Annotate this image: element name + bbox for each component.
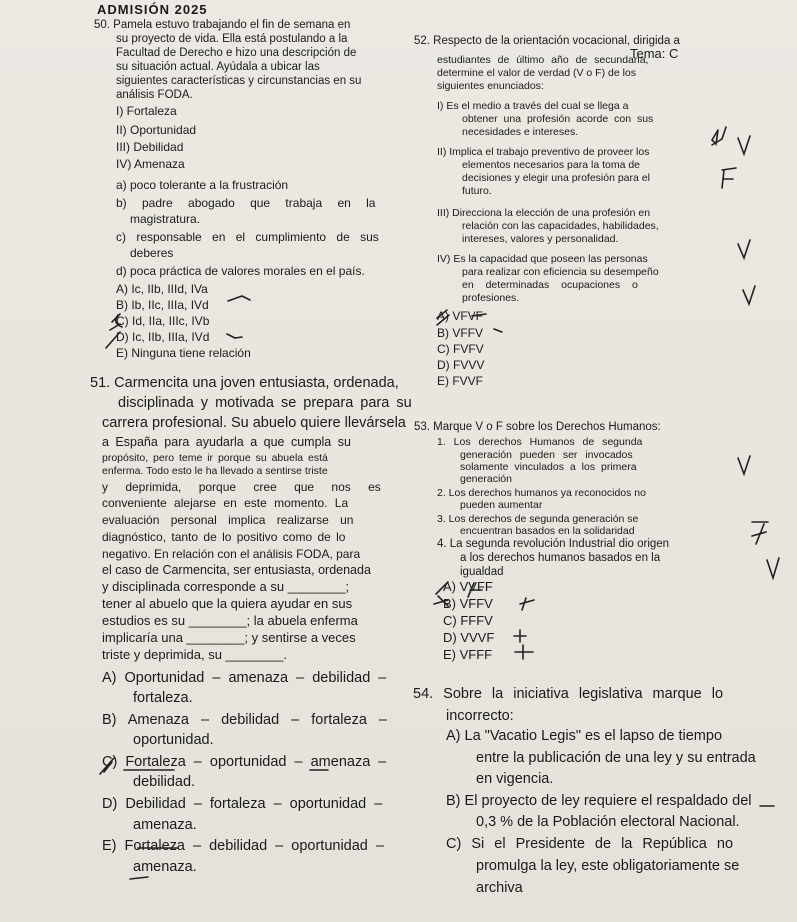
q50-option[interactable]: B) Ib, IIc, IIIa, IVd bbox=[116, 298, 209, 312]
q51-line: disciplinada y motivada se prepara para su bbox=[118, 395, 412, 411]
q51-option[interactable]: D) Debilidad – fortaleza – oportunidad – bbox=[102, 796, 383, 812]
q51-line: negativo. En relación con el análisis FODA, para bbox=[102, 547, 361, 561]
q50-line: siguientes características y circunstancias en su bbox=[116, 75, 362, 87]
q50-line: Facultad de Derecho e hizo una descripción de bbox=[116, 47, 357, 59]
q52-option[interactable]: B) VFFV bbox=[437, 326, 484, 340]
q51-line: carrera profesional. Su abuelo quiere llevársela bbox=[102, 415, 406, 431]
vf-mark bbox=[520, 598, 534, 610]
q50-option[interactable]: E) Ninguna tiene relación bbox=[116, 346, 251, 360]
q50-line: I) Fortaleza bbox=[116, 104, 177, 118]
q52-line: determine el valor de verdad (V o F) de los bbox=[437, 67, 637, 79]
q54-option[interactable]: A) La "Vacatio Legis" es el lapso de tiempo bbox=[446, 728, 723, 744]
vf-mark bbox=[743, 286, 755, 304]
q51-line: triste y deprimida, su ________. bbox=[102, 647, 287, 662]
q53-option[interactable]: E) VFFF bbox=[443, 647, 493, 662]
q51-option[interactable]: B) Amenaza – debilidad – fortaleza – bbox=[102, 712, 387, 728]
vf-mark bbox=[515, 645, 533, 659]
q52-option[interactable]: E) FVVF bbox=[437, 374, 484, 388]
q51-option: debilidad. bbox=[133, 774, 196, 790]
q52-option[interactable]: A) VFVF bbox=[437, 309, 484, 323]
q51-line: y disciplinada corresponde a su ________; bbox=[102, 579, 350, 594]
q54-line: incorrecto: bbox=[446, 708, 514, 724]
q50-line: a) poco tolerante a la frustración bbox=[116, 178, 289, 192]
q51-line: conveniente alejarse en este momento. La bbox=[102, 496, 349, 510]
q53-line: solamente vinculados a los primera bbox=[460, 461, 637, 473]
q53-line: 4. La segunda revolución Industrial dio origen bbox=[437, 538, 670, 550]
q53-option[interactable]: C) FFFV bbox=[443, 613, 493, 628]
q53-line: igualdad bbox=[460, 566, 504, 578]
q51-option: amenaza. bbox=[133, 859, 197, 875]
q53-line: pueden aumentar bbox=[460, 499, 543, 511]
q52-line: obtener una profesión acorde con sus bbox=[462, 113, 654, 125]
q53-line: 1. Los derechos Humanos de segunda bbox=[437, 436, 643, 448]
vf-mark bbox=[722, 168, 736, 188]
check-mark bbox=[227, 334, 242, 338]
q53-line: 2. Los derechos humanos ya reconocidos no bbox=[437, 487, 646, 499]
q50-option[interactable]: C) Id, IIa, IIIc, IVb bbox=[116, 314, 210, 328]
q54-line: en vigencia. bbox=[476, 771, 554, 787]
q52-line: intereses, valores y personalidad. bbox=[462, 233, 619, 245]
q51-line: evaluación personal implica realizarse un bbox=[102, 513, 354, 527]
exam-header: ADMISIÓN 2025 bbox=[97, 2, 208, 17]
q52-line: en determinadas ocupaciones o bbox=[462, 279, 638, 291]
q54-option[interactable]: C) Si el Presidente de la República no bbox=[446, 836, 734, 852]
q51-line: implicaría una ________; y sentirse a veces bbox=[102, 630, 356, 645]
q50-line: III) Debilidad bbox=[116, 140, 184, 154]
q52-line: decisiones y elegir una profesión para el bbox=[462, 172, 650, 184]
vf-mark bbox=[752, 522, 768, 544]
q54-line: promulga la ley, este obligatoriamente se bbox=[476, 858, 740, 874]
q52-line: elementos necesarios para la toma de bbox=[462, 159, 641, 171]
q50-line: deberes bbox=[130, 246, 174, 260]
q51-line: enferma. Todo esto le ha llevado a sentirse triste bbox=[102, 465, 328, 477]
q50-line: d) poca práctica de valores morales en el país. bbox=[116, 264, 365, 278]
q50-line: análisis FODA. bbox=[116, 89, 193, 101]
q51-option: oportunidad. bbox=[133, 732, 214, 748]
q53-line: a los derechos humanos basados en la bbox=[460, 552, 661, 564]
q54-line: 0,3 % de la Población electoral Nacional. bbox=[476, 814, 740, 830]
underline-mark bbox=[130, 877, 148, 879]
q53-line: 3. Los derechos de segunda generación se bbox=[437, 513, 639, 525]
q50-option[interactable]: A) Ic, IIb, IIId, IVa bbox=[116, 282, 208, 296]
q53-line: generación pueden ser invocados bbox=[460, 449, 633, 461]
q53-line: 53. Marque V o F sobre los Derechos Humanos: bbox=[414, 421, 661, 433]
q50-line: su situación actual. Ayúdala a ubicar las bbox=[116, 61, 320, 73]
q52-line: necesidades e intereses. bbox=[462, 126, 579, 138]
q51-line: diagnóstico, tanto de lo positivo como de lo bbox=[102, 530, 346, 544]
q53-option[interactable]: A) VVFF bbox=[443, 579, 493, 594]
q51-line: 51. Carmencita una joven entusiasta, ordenada, bbox=[90, 375, 399, 391]
q50-line: c) responsable en el cumplimiento de sus bbox=[116, 230, 379, 244]
q54-option[interactable]: B) El proyecto de ley requiere el respaldado del bbox=[446, 793, 752, 809]
q50-line: 50. Pamela estuvo trabajando el fin de semana en bbox=[94, 19, 351, 31]
q52-option[interactable]: D) FVVV bbox=[437, 358, 485, 372]
q52-line: relación con las capacidades, habilidades, bbox=[462, 220, 659, 232]
q50-line: II) Oportunidad bbox=[116, 123, 197, 137]
q52-option[interactable]: C) FVFV bbox=[437, 342, 484, 356]
q51-option[interactable]: C) Fortaleza – oportunidad – amenaza – bbox=[102, 754, 387, 770]
vf-mark bbox=[514, 630, 526, 642]
q52-line: IV) Es la capacidad que poseen las personas bbox=[437, 253, 648, 265]
q54-line: entre la publicación de una ley y su entrada bbox=[476, 750, 756, 766]
q51-line: y deprimida, porque cree que nos es bbox=[102, 480, 381, 494]
q53-option[interactable]: D) VVVF bbox=[443, 630, 495, 645]
vf-mark bbox=[738, 456, 750, 474]
q51-line: tener al abuelo que la quiera ayudar en sus bbox=[102, 596, 353, 611]
q51-line: estudios es su ________; la abuela enferma bbox=[102, 613, 358, 628]
q51-option: amenaza. bbox=[133, 817, 197, 833]
q52-line: 52. Respecto de la orientación vocacional, dirigida a bbox=[414, 35, 680, 47]
q52-line: I) Es el medio a través del cual se llega a bbox=[437, 100, 629, 112]
q51-option[interactable]: E) Fortaleza – debilidad – oportunidad – bbox=[102, 838, 384, 854]
q50-option[interactable]: D) Ic, IIb, IIIa, IVd bbox=[116, 330, 210, 344]
q53-line: generación bbox=[460, 473, 512, 485]
q51-option: fortaleza. bbox=[133, 690, 193, 706]
check-mark bbox=[494, 329, 502, 332]
q52-line: futuro. bbox=[462, 185, 492, 197]
q51-line: propósito, pero teme ir porque su abuela está bbox=[102, 452, 328, 464]
check-mark bbox=[228, 296, 250, 301]
exam-topic: Tema: C bbox=[630, 46, 679, 61]
q54-line: archiva bbox=[476, 880, 523, 896]
q50-line: IV) Amenaza bbox=[116, 157, 185, 171]
q52-line: profesiones. bbox=[462, 292, 520, 304]
q51-line: el caso de Carmencita, ser entusiasta, ordenada bbox=[102, 563, 371, 577]
q50-line: su proyecto de vida. Ella está postulando a la bbox=[116, 33, 348, 45]
vf-mark bbox=[738, 136, 750, 154]
q52-line: estudiantes de último año de secundaria, bbox=[437, 54, 649, 66]
q51-option[interactable]: A) Oportunidad – amenaza – debilidad – bbox=[102, 670, 387, 686]
vf-mark bbox=[738, 240, 750, 258]
q52-line: III) Direcciona la elección de una profesión en bbox=[437, 207, 651, 219]
q51-line: a España para ayudarla a que cumpla su bbox=[102, 435, 351, 449]
q52-line: II) Implica el trabajo preventivo de proveer los bbox=[437, 146, 650, 158]
q50-line: b) padre abogado que trabaja en la bbox=[116, 196, 376, 210]
vf-mark bbox=[712, 127, 726, 145]
q52-line: para realizar con eficiencia su desempeño bbox=[462, 266, 659, 278]
q52-line: siguientes enunciados: bbox=[437, 80, 544, 92]
q50-line: magistratura. bbox=[130, 212, 201, 226]
q53-line: encuentran basados en la solidaridad bbox=[460, 525, 635, 537]
q54-line: 54. Sobre la iniciativa legislativa marque lo bbox=[413, 686, 724, 702]
vf-mark bbox=[767, 558, 779, 578]
q53-option[interactable]: B) VFFV bbox=[443, 596, 493, 611]
